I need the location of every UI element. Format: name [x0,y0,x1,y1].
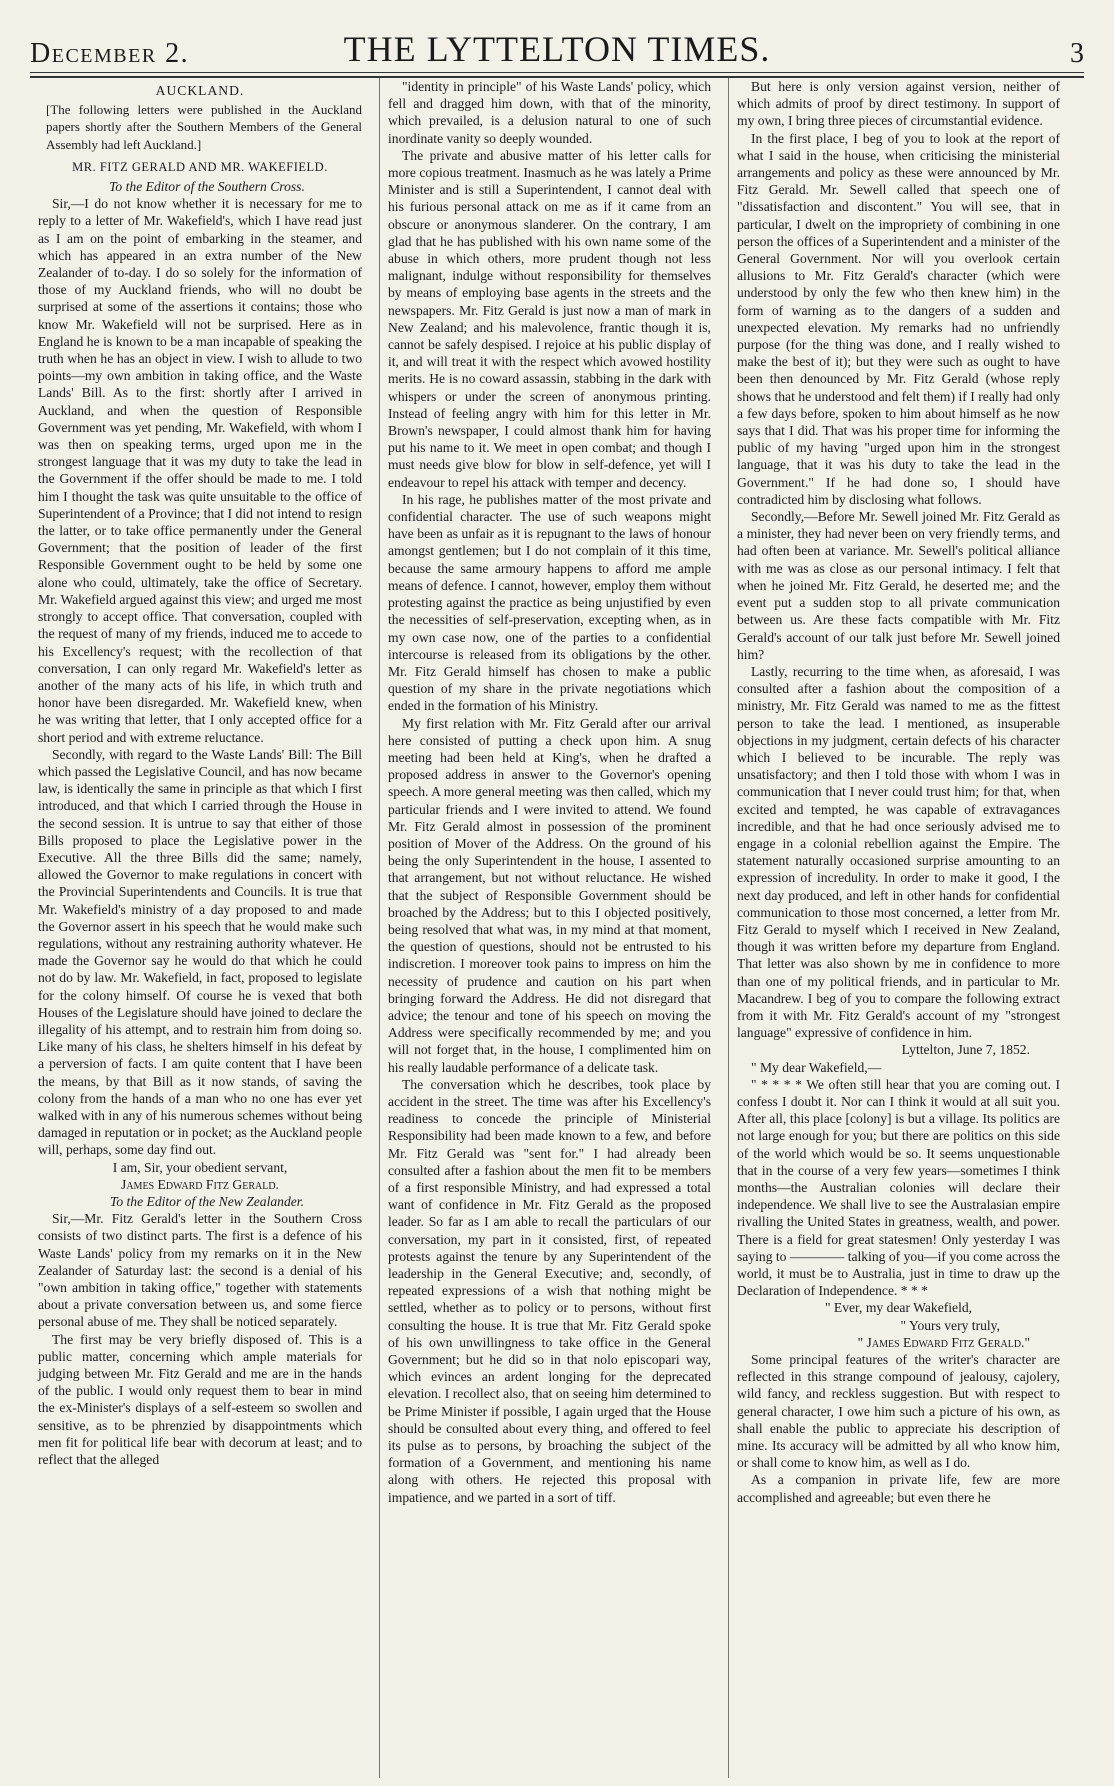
paragraph: Sir,—I do not know whether it is necessary for me to reply to a letter of Mr. Wakefield's, which I have read just as I am on the point of embarking in the steamer, and which has appeared in an extra number of the New Zealander of to-day. I do so solely for the information of those of my Auckland friends, who will no doubt be surprised at some of the assertions it contains; those who know Mr. Wakefield will not be surprised. Here as in England he is known to be a man incapable of speaking the truth when he has an object in view. I wish to allude to two points—my own ambition in taking office, and the Waste Lands' Bill. As to the first: shortly after I arrived in Auckland, and when the question of Responsible Government was yet pending, Mr. Wakefield, with whom I was then on speaking terms, urged upon me in the strongest language that it was my duty to take the lead in the Government if the offer should be made to me. I told him I thought the task was quite unsuitable to the office of Superintendent of a Province; that I did not intend to resign the latter, or to take office permanently under the General Government; that the position of leader of the first Responsible Government ought to be held by some one alone who could, ultimately, take the office of Secretary. Mr. Wakefield argued against this view; and urged me most strongly to accept office. That conversation, coupled with the request of many of my friends, induced me to accede to his Excellency's request; with the recollection of that conversation, I can only regard Mr. Wakefield's letter as another of the many acts of his life, in which truth and honor have been disregarded. Mr. Wakefield knew, when he was writing that letter, that I only accepted office for a short period and with extreme reluctance. [38,196,362,745]
quoted-letter-closing: " Ever, my dear Wakefield, [824,1300,973,1316]
letter-place-date: Lyttelton, June 7, 1852. [901,1042,1030,1058]
editor-note: [The following letters were published in the Auckland papers shortly after the Southern Members of the General Assembly had left Auckland.] [46,102,362,152]
issue-date: December 2. [30,38,190,69]
masthead-rule-top [30,72,1084,73]
paragraph: The first may be very briefly disposed of. This is a public matter, concerning which ample materials for judging between Mr. Fitz Gerald and me are in the hands of the public. I would only request them to bear in mind the ex-Minister's displays of a self-esteem so swollen and sensitive, as to be phrenzied by disappointments which men fit for political life bear with decorum at least; and to reflect that the alleged [38,1331,362,1468]
article-columns [30,78,1084,1778]
quoted-letter-signature: " James Edward Fitz Gerald." [857,1334,1030,1350]
column-2 [379,78,719,1778]
paragraph: Lastly, recurring to the time when, as aforesaid, I was consulted after a fashion about the composition of a ministry, Mr. Fitz Gerald was named to me as the fittest person to take the lead. I mentioned, as insuperable objections in my judgment, certain defects of his character which I believed to be incurable. The reply was unsatisfactory; and then I told those with whom I was in communication that I never could trust him; for that, when excited and tempted, he was capable of extravagances incredible, and that he had once seriously advised me to engage in a colonial rebellion against the Empire. The statement naturally occasioned surprise amounting to an expression of incredulity. In order to make it good, I the next day produced, and left in other hands for confidential communication to those most concerned, a letter from Mr. Fitz Gerald to myself which I received in New Zealand, though it was written before my departure from England. That letter was also shown by me in confidence to more than one of my political friends, and in particular to Mr. Macandrew. I beg of you to compare the following extract from it with Mr. Fitz Gerald's account of my "strongest language" expressive of confidence in him. [737,663,1060,1041]
quoted-letter-closing-2: " Yours very truly, [900,1317,1000,1333]
letter-signature: James Edward Fitz Gerald. [121,1176,279,1192]
paragraph: Secondly, with regard to the Waste Lands' Bill: The Bill which passed the Legislative Council, and has now became law, is identically the same in principle as that which I first introduced, and that which I carried through the House in the second session. It is untrue to say that either of those Bills proposed to place the Legislative power in the Executive. All the three Bills did the same; namely, allowed the Governor to make regulations in concert with the Provincial Superintendents and Councils. It is true that Mr. Wakefield's ministry of a day proposed to and made the Governor assert in his speech that he would make such regulations, without any restraining authority whatever. He made the Governor say he would do that which he could not do by law. Mr. Wakefield, in fact, proposed to legislate for the colony himself. Of course he is vexed that both Houses of the Legislature should have joined to declare the illegality of his attempt, and to restrain him from doing so. Like many of his class, he shelters himself in his defeat by a perversion of facts. I am quite content that I have been the means, by that Bill as it now stands, of saving the colony from the hands of a man who no one has ever yet walked with in any of his numerous schemes without being damaged in reputation or in pocket; as the Auckland people will, perhaps, some day find out. [38,746,362,1158]
newspaper-title: THE LYTTELTON TIMES. [343,29,771,69]
paragraph: As a companion in private life, few are more accomplished and agreeable; but even there he [737,1472,1060,1505]
section-heading: AUCKLAND. [155,83,245,98]
letter-salutation: " My dear Wakefield,— [751,1059,882,1075]
quoted-letter-body: " * * * * We often still hear that you are coming out. I confess I doubt it. Nor can I think it would at all suit you. After all, this place [colony] is but a village. Its politics are not large enough for you; but there are politics on this side of the world which would be so. It seems unquestionable that in the course of a very few years—sometimes I think months—the Australian colonies will declare their independence. We shall live to see the Australasian empire rivalling the United States in greatness, wealth, and power. There is a field for great statesmen! Only yesterday I was saying to ———— talking of you—if you come across the world, it must be to Australia, just in time to draw up the Declaration of Independence. * * * [737,1076,1060,1299]
letter-addressee: To the Editor of the Southern Cross. [109,179,305,195]
column-3 [728,78,1068,1778]
paragraph: In the first place, I beg of you to look at the report of what I said in the house, when criticising the ministerial arrangements and policy as these were announced by Mr. Fitz Gerald. Mr. Sewell called that speech one of "dissatisfaction and discontent." You will see, that in particular, I dwelt on the impropriety of combining in one person the offices of a Superintendent and a minister of the General Government. Nor will you overlook certain allusions to Mr. Fitz Gerald's character (which were understood by only the few who then knew him) in the form of warning as to the dangers of a sudden and unexpected elevation. My remarks had no unfriendly purpose (for the thing was done, and I really wished to make the best of it); but they were such as ought to have been then denounced by Mr. Fitz Gerald (whose reply shows that he understood and felt them) if I really had only a few days before, spoken to him about himself as he now says that I did. That was his proper time for informing the public of my having "urged upon him in the strongest language, that it was his duty to take the lead in the Government." If he had done so, I should have contradicted him by disclosing what follows. [737,130,1060,507]
page-number: 3 [1070,38,1084,69]
paragraph: Sir,—Mr. Fitz Gerald's letter in the Southern Cross consists of two distinct parts. The first is a defence of his Waste Lands' policy from my remarks on it in the New Zealander of Saturday last: the second is a denial of his "own ambition in taking office," together with statements about a private conversation between us, and some fierce personal abuse of me. They shall be noticed separately. [38,1211,362,1330]
paragraph: The conversation which he describes, took place by accident in the street. The time was after his Excellency's readiness to concede the principle of Ministerial Responsibility had been made known to a few, and before Mr. Fitz Gerald was "sent for." I had already been consulted after a fashion about the men fit to be members of a first responsible Ministry, and had expressed a total want of confidence in Mr. Fitz Gerald as the proposed leader. So far as I am able to recall the particulars of our conversation, my part in it consisted, first, of repeated protests against the tenure by any Superintendent of the leadership in the General Executive; and, secondly, of repeated expressions of a wish that nothing might be settled, whether as to policy or to persons, without first consulting the house. It is true that Mr. Fitz Gerald spoke of his own unwillingness to take office in the General Government; but he did so in that nolo episcopari way, which evinces an ardent longing for the deprecated elevation. I recollect also, that on seeing him determined to be Prime Minister if possible, I again urged that the House should be consulted about every thing, and offered to feel its pulse as to persons, by broaching the subject of the formation of a Government, and mentioning his name along with others. He rejected this proposal with impatience, and we parted in a sort of tiff. [388,1076,711,1505]
paragraph: Secondly,—Before Mr. Sewell joined Mr. Fitz Gerald as a minister, they had never been on very friendly terms, and had often been at variance. Mr. Sewell's political alliance with me was as close as our personal intimacy. I felt that when he joined Mr. Fitz Gerald, he deserted me; and the event put a sudden stop to all private communication between us. Are these facts compatible with Mr. Fitz Gerald's account of our talk just before Mr. Sewell joined him? [737,509,1060,662]
paragraph: The private and abusive matter of his letter calls for more copious treatment. Inasmuch as he was lately a Prime Minister and is still a Superintendent, I cannot deal with his furious personal attack on me as if it came from an obscure or anonymous slanderer. On the contrary, I am glad that he has published with his own name some of the abuse in which others, more prudent though not less malignant, indulge without responsibility for themselves by means of employing base agents in the streets and the newspapers. Mr. Fitz Gerald is just now a man of mark in New Zealand; and his malevolence, frantic though it is, cannot be safely despised. I rejoice at his public display of it, and will treat it with the respect which avowed hostility merits. He is no coward assassin, stabbing in the dark with whispers or under the screen of anonymous printing. Instead of feeling angry with him for this letter in Mr. Brown's newspaper, I could almost thank him for having put his name to it. We meet in open combat; and though I must needs give blow for blow in self-defence, yet will I endeavour to repel his attack with temper and decency. [388,147,711,490]
paragraph: "identity in principle" of his Waste Lands' policy, which fell and dragged him down, with that of the minority, which prevailed, is a delusion natural to one of such inordinate vanity so deeply wounded. [388,79,711,146]
column-1 [30,78,370,1778]
paragraph: But here is only version against version, neither of which admits of proof by direct testimony. In support of my own, I bring three pieces of circumstantial evidence. [737,79,1060,129]
article-subheading: MR. FITZ GERALD AND MR. WAKEFIELD. [72,159,328,174]
paragraph: Some principal features of the writer's character are reflected in this strange compound of jealousy, cajolery, wild fancy, and reckless suggestion. But with respect to general character, I owe him such a picture of his own, as shall enable the public to appreciate his description of mine. Its accuracy will be admitted by all who know him, or shall come to know him, as well as I do. [737,1352,1060,1471]
masthead [30,20,1084,70]
letter-addressee: To the Editor of the New Zealander. [110,1194,304,1209]
paragraph: In his rage, he publishes matter of the most private and confidential character. The use of such weapons might have been as unfair as it is repugnant to the laws of honour amongst gentlemen; but I do not complain of it this time, because the same armoury happens to afford me ample means of defence. I cannot, however, employ them without protesting against the practice as being unjustified by even the necessities of self-preservation, excepting when, as in my own case now, one of the parties to a confidential intercourse is released from its obligations by the other. Mr. Fitz Gerald himself has chosen to make a public question of my share in the private negotiations which ended in the formation of his Ministry. [388,491,711,714]
paragraph: My first relation with Mr. Fitz Gerald after our arrival here consisted of putting a check upon him. A snug meeting had been held at King's, when he drafted a proposed address in answer to the Governor's opening speech. A more general meeting was then called, which my particular friends and I were invited to attend. We found Mr. Fitz Gerald almost in possession of the prominent position of Mover of the Address. On the ground of his being the only Superintendent in the house, I assented to that arrangement, but not without reluctance. He wished that the subject of Responsible Government should be broached by the Address; but to this I objected positively, being resolved that what was, in my mind at that moment, the question of questions, should not be entrusted to his indiscretion. I moreover took pains to impress on him the necessity of prudence and caution on his part when bringing forward the Address. He did not disregard that advice; the tenour and tone of his speech on moving the Address were specifically recommended by me; and you will not forget that, in the house, I complimented him on his really laudable performance of a delicate task. [388,715,711,1075]
letter-closing: I am, Sir, your obedient servant, [112,1159,288,1175]
